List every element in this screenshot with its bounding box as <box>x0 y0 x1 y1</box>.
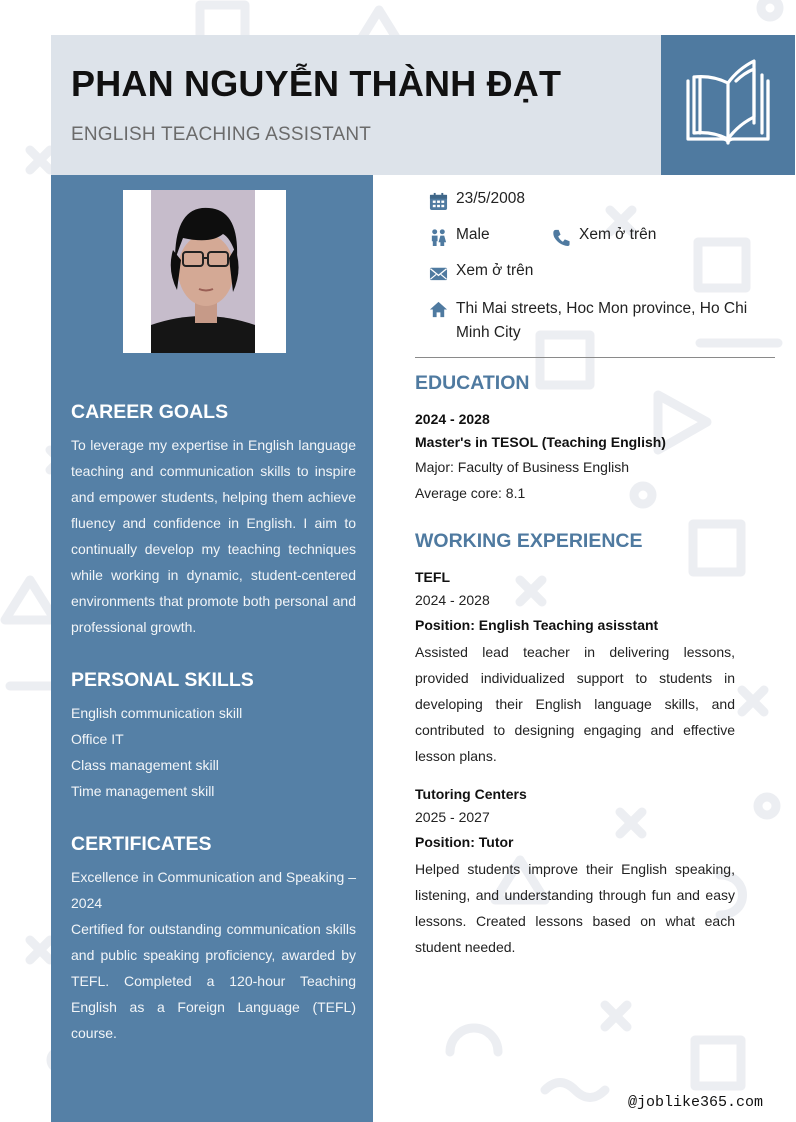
phone-icon <box>552 228 571 247</box>
address-row <box>429 298 769 345</box>
personal-skills-section <box>71 669 356 804</box>
open-book-icon <box>680 57 776 153</box>
experience-company: Tutoring Centers <box>415 786 527 802</box>
skill-item: Office IT <box>71 731 124 747</box>
experience-item <box>415 566 735 769</box>
resume-header <box>51 35 661 175</box>
experience-item <box>415 783 735 960</box>
career-goals-text: To leverage my expertise in English language teaching and communication skills to inspire and empower students, helping them achieve fluency and confidence in English. I aim to continually develop my teaching techniques while working in dynamic, student-centered environments that promote both personal and professional growth. <box>71 437 356 635</box>
logo-box <box>661 35 795 175</box>
job-title: ENGLISH TEACHING ASSISTANT <box>71 124 372 145</box>
experience-period: 2025 - 2027 <box>415 809 490 825</box>
gender-text: Male <box>456 226 490 243</box>
birthday-row <box>429 190 525 211</box>
career-goals-section <box>71 401 356 640</box>
experience-period: 2024 - 2028 <box>415 592 490 608</box>
experience-description: Helped students improve their English speaking, listening, and understanding through fun and easy lessons. Created lessons based on what each student needed. <box>415 861 735 955</box>
phone-row <box>552 226 656 247</box>
email-icon <box>429 264 448 283</box>
career-goals-heading: CAREER GOALS <box>71 401 229 423</box>
skill-item: Time management skill <box>71 783 215 799</box>
skill-item: English communication skill <box>71 705 243 721</box>
experience-company: TEFL <box>415 569 450 585</box>
certificates-section <box>71 833 356 1046</box>
certificate-item: Certified for outstanding communication skills and public speaking proficiency, awarded by TEFL. Completed a 120-hour Teaching English as a Foreign Language (TEFL) course. <box>71 921 356 1041</box>
education-degree: Master's in TESOL (Teaching English) <box>415 434 666 450</box>
skill-item: Class management skill <box>71 757 219 773</box>
education-heading: EDUCATION <box>415 372 530 394</box>
birthday-text: 23/5/2008 <box>456 190 525 207</box>
candidate-name: PHAN NGUYỄN THÀNH ĐẠT <box>71 63 562 104</box>
personal-skills-heading: PERSONAL SKILLS <box>71 669 254 691</box>
gender-row <box>429 226 490 247</box>
education-period: 2024 - 2028 <box>415 411 490 427</box>
education-entry <box>415 408 735 506</box>
gender-icon <box>429 228 448 247</box>
experience-position: Position: English Teaching asisstant <box>415 617 659 633</box>
phone-text[interactable]: Xem ở trên <box>579 226 657 243</box>
sidebar <box>51 175 373 1122</box>
calendar-icon <box>429 192 448 211</box>
experience-position: Position: Tutor <box>415 834 514 850</box>
education-major: Major: Faculty of Business English <box>415 459 629 475</box>
email-text[interactable]: Xem ở trên <box>456 262 534 279</box>
footer-watermark: @joblike365.com <box>628 1094 764 1111</box>
education-score: Average core: 8.1 <box>415 485 526 501</box>
certificates-heading: CERTIFICATES <box>71 833 212 855</box>
certificate-item: Excellence in Communication and Speaking – 2024 <box>71 869 356 911</box>
experience-description: Assisted lead teacher in delivering lessons, provided individualized support to students in developing their English language skills, and contributed to designing engaging and effective lesson plans. <box>415 644 735 764</box>
personal-skills-list <box>71 700 356 804</box>
address-text: Thi Mai streets, Hoc Mon province, Ho Chi Minh City <box>456 300 748 341</box>
contact-divider <box>415 357 775 358</box>
home-icon <box>429 300 448 319</box>
profile-photo <box>123 190 286 353</box>
experience-heading: WORKING EXPERIENCE <box>415 530 643 552</box>
email-row <box>429 262 533 283</box>
